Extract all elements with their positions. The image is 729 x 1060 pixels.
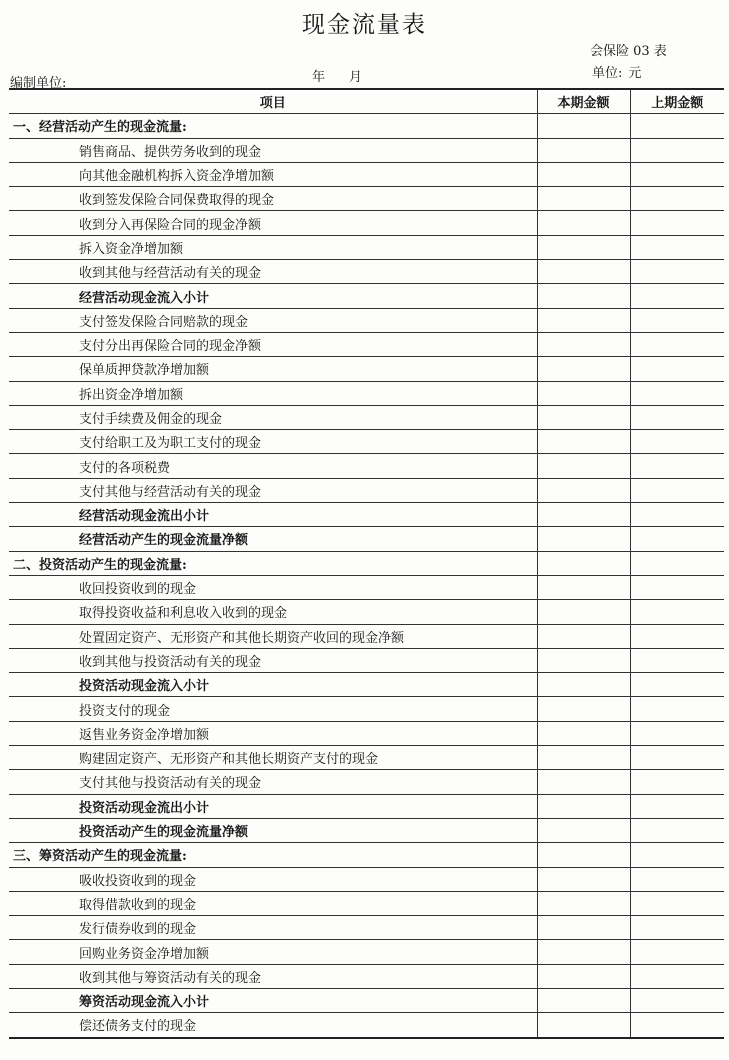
row-label: 经营活动产生的现金流量净额 (9, 527, 537, 551)
column-header-current-amount: 本期金额 (537, 89, 630, 114)
prior-amount-cell[interactable] (630, 381, 724, 405)
table-row (9, 697, 724, 721)
current-amount-cell[interactable] (537, 187, 630, 211)
current-amount-cell[interactable] (537, 381, 630, 405)
prior-amount-cell[interactable] (630, 940, 724, 964)
row-label: 支付其他与投资活动有关的现金 (9, 770, 537, 794)
prior-amount-cell[interactable] (630, 1013, 724, 1038)
table-row (9, 891, 724, 915)
currency-unit (586, 62, 641, 81)
table-row (9, 308, 724, 332)
row-label: 经营活动现金流出小计 (9, 503, 537, 527)
table-row (9, 162, 724, 186)
table-row (9, 770, 724, 794)
prior-amount-cell[interactable] (630, 721, 724, 745)
row-label: 吸收投资收到的现金 (9, 867, 537, 891)
table-row (9, 138, 724, 162)
unit-label: 单位: (592, 66, 623, 81)
prior-amount-cell[interactable] (630, 916, 724, 940)
current-amount-cell[interactable] (537, 211, 630, 235)
table-row (9, 187, 724, 211)
prior-amount-cell[interactable] (630, 405, 724, 429)
row-label: 筹资活动现金流入小计 (9, 988, 537, 1012)
form-code: 会保险 03 表 (590, 44, 667, 59)
row-label: 回购业务资金净增加额 (9, 940, 537, 964)
current-amount-cell[interactable] (537, 478, 630, 502)
report-period (312, 66, 362, 85)
prior-amount-cell[interactable] (630, 211, 724, 235)
table-row (9, 405, 724, 429)
table-row (9, 867, 724, 891)
table-row (9, 430, 724, 454)
row-label: 取得借款收到的现金 (9, 891, 537, 915)
year-label: 年 (312, 70, 326, 85)
table-row (9, 527, 724, 551)
prior-amount-cell[interactable] (630, 770, 724, 794)
table-row (9, 211, 724, 235)
row-label: 支付的各项税费 (9, 454, 537, 478)
current-amount-cell[interactable] (537, 916, 630, 940)
current-amount-cell[interactable] (537, 454, 630, 478)
row-label: 购建固定资产、无形资产和其他长期资产支付的现金 (9, 746, 537, 770)
column-header-prior-amount: 上期金额 (630, 89, 724, 114)
current-amount-cell[interactable] (537, 673, 630, 697)
table-header-row (9, 89, 724, 114)
prior-amount-cell[interactable] (630, 357, 724, 381)
current-amount-cell[interactable] (537, 964, 630, 988)
table-row (9, 1013, 724, 1038)
prior-amount-cell[interactable] (630, 284, 724, 308)
table-row (9, 357, 724, 381)
table-row (9, 235, 724, 259)
current-amount-cell[interactable] (537, 697, 630, 721)
row-label: 拆出资金净增加额 (9, 381, 537, 405)
prior-amount-cell[interactable] (630, 478, 724, 502)
table-row (9, 648, 724, 672)
table-row (9, 454, 724, 478)
current-amount-cell[interactable] (537, 138, 630, 162)
prior-amount-cell[interactable] (630, 503, 724, 527)
row-label: 支付分出再保险合同的现金净额 (9, 332, 537, 356)
current-amount-cell[interactable] (537, 940, 630, 964)
current-amount-cell[interactable] (537, 551, 630, 575)
table-row (9, 114, 724, 138)
table-row (9, 381, 724, 405)
prior-amount-cell[interactable] (630, 430, 724, 454)
current-amount-cell[interactable] (537, 648, 630, 672)
prior-amount-cell[interactable] (630, 891, 724, 915)
row-label: 偿还债务支付的现金 (9, 1013, 537, 1038)
prior-amount-cell[interactable] (630, 746, 724, 770)
row-label: 支付其他与经营活动有关的现金 (9, 478, 537, 502)
current-amount-cell[interactable] (537, 405, 630, 429)
prior-amount-cell[interactable] (630, 673, 724, 697)
current-amount-cell[interactable] (537, 260, 630, 284)
row-label: 收到其他与筹资活动有关的现金 (9, 964, 537, 988)
row-label: 二、投资活动产生的现金流量: (9, 551, 537, 575)
prior-amount-cell[interactable] (630, 988, 724, 1012)
row-label: 投资活动现金流入小计 (9, 673, 537, 697)
table-row (9, 332, 724, 356)
row-label: 销售商品、提供劳务收到的现金 (9, 138, 537, 162)
row-label: 支付手续费及佣金的现金 (9, 405, 537, 429)
prior-amount-cell[interactable] (630, 162, 724, 186)
prior-amount-cell[interactable] (630, 187, 724, 211)
current-amount-cell[interactable] (537, 867, 630, 891)
row-label: 收到分入再保险合同的现金净额 (9, 211, 537, 235)
table-row (9, 794, 724, 818)
current-amount-cell[interactable] (537, 1013, 630, 1038)
table-row (9, 600, 724, 624)
row-label: 返售业务资金净增加额 (9, 721, 537, 745)
row-label: 支付签发保险合同赔款的现金 (9, 308, 537, 332)
prior-amount-cell[interactable] (630, 697, 724, 721)
prior-amount-cell[interactable] (630, 794, 724, 818)
row-label: 取得投资收益和利息收入收到的现金 (9, 600, 537, 624)
prior-amount-cell[interactable] (630, 648, 724, 672)
current-amount-cell[interactable] (537, 527, 630, 551)
prior-amount-cell[interactable] (630, 551, 724, 575)
row-label: 收回投资收到的现金 (9, 575, 537, 599)
row-label: 投资活动产生的现金流量净额 (9, 818, 537, 842)
current-amount-cell[interactable] (537, 843, 630, 867)
prior-amount-cell[interactable] (630, 138, 724, 162)
table-row (9, 964, 724, 988)
row-label: 向其他金融机构拆入资金净增加额 (9, 162, 537, 186)
page-title: 现金流量表 (302, 12, 427, 38)
row-label: 投资活动现金流出小计 (9, 794, 537, 818)
row-label: 拆入资金净增加额 (9, 235, 537, 259)
table-row (9, 284, 724, 308)
prior-amount-cell[interactable] (630, 308, 724, 332)
table-row (9, 818, 724, 842)
table-row (9, 940, 724, 964)
row-label: 经营活动现金流入小计 (9, 284, 537, 308)
table-row (9, 988, 724, 1012)
prior-amount-cell[interactable] (630, 867, 724, 891)
month-label: 月 (349, 70, 363, 85)
unit-value: 元 (628, 66, 642, 81)
row-label: 收到签发保险合同保费取得的现金 (9, 187, 537, 211)
current-amount-cell[interactable] (537, 284, 630, 308)
table-row (9, 478, 724, 502)
row-label: 收到其他与投资活动有关的现金 (9, 648, 537, 672)
prior-amount-cell[interactable] (630, 527, 724, 551)
table-row (9, 843, 724, 867)
table-row (9, 551, 724, 575)
current-amount-cell[interactable] (537, 430, 630, 454)
table-row (9, 575, 724, 599)
row-label: 保单质押贷款净增加额 (9, 357, 537, 381)
table-row (9, 673, 724, 697)
prior-amount-cell[interactable] (630, 114, 724, 138)
preparer-unit-label: 编制单位: (10, 76, 67, 91)
prior-amount-cell[interactable] (630, 332, 724, 356)
current-amount-cell[interactable] (537, 235, 630, 259)
table-row (9, 624, 724, 648)
prior-amount-cell[interactable] (630, 454, 724, 478)
table-row (9, 503, 724, 527)
column-header-item: 项目 (9, 89, 537, 114)
table-row (9, 746, 724, 770)
current-amount-cell[interactable] (537, 114, 630, 138)
current-amount-cell[interactable] (537, 770, 630, 794)
row-label: 一、经营活动产生的现金流量: (9, 114, 537, 138)
row-label: 发行债券收到的现金 (9, 916, 537, 940)
table-row (9, 721, 724, 745)
prior-amount-cell[interactable] (630, 600, 724, 624)
prior-amount-cell[interactable] (630, 818, 724, 842)
row-label: 投资支付的现金 (9, 697, 537, 721)
prior-amount-cell[interactable] (630, 260, 724, 284)
row-label: 收到其他与经营活动有关的现金 (9, 260, 537, 284)
table-row (9, 916, 724, 940)
current-amount-cell[interactable] (537, 357, 630, 381)
current-amount-cell[interactable] (537, 503, 630, 527)
row-label: 处置固定资产、无形资产和其他长期资产收回的现金净额 (9, 624, 537, 648)
row-label: 支付给职工及为职工支付的现金 (9, 430, 537, 454)
current-amount-cell[interactable] (537, 575, 630, 599)
prior-amount-cell[interactable] (630, 964, 724, 988)
cash-flow-table (9, 88, 724, 1039)
current-amount-cell[interactable] (537, 794, 630, 818)
current-amount-cell[interactable] (537, 308, 630, 332)
current-amount-cell[interactable] (537, 891, 630, 915)
table-row (9, 260, 724, 284)
prior-amount-cell[interactable] (630, 624, 724, 648)
prior-amount-cell[interactable] (630, 235, 724, 259)
prior-amount-cell[interactable] (630, 575, 724, 599)
current-amount-cell[interactable] (537, 818, 630, 842)
current-amount-cell[interactable] (537, 721, 630, 745)
current-amount-cell[interactable] (537, 988, 630, 1012)
prior-amount-cell[interactable] (630, 843, 724, 867)
current-amount-cell[interactable] (537, 162, 630, 186)
current-amount-cell[interactable] (537, 624, 630, 648)
current-amount-cell[interactable] (537, 746, 630, 770)
row-label: 三、筹资活动产生的现金流量: (9, 843, 537, 867)
current-amount-cell[interactable] (537, 332, 630, 356)
current-amount-cell[interactable] (537, 600, 630, 624)
